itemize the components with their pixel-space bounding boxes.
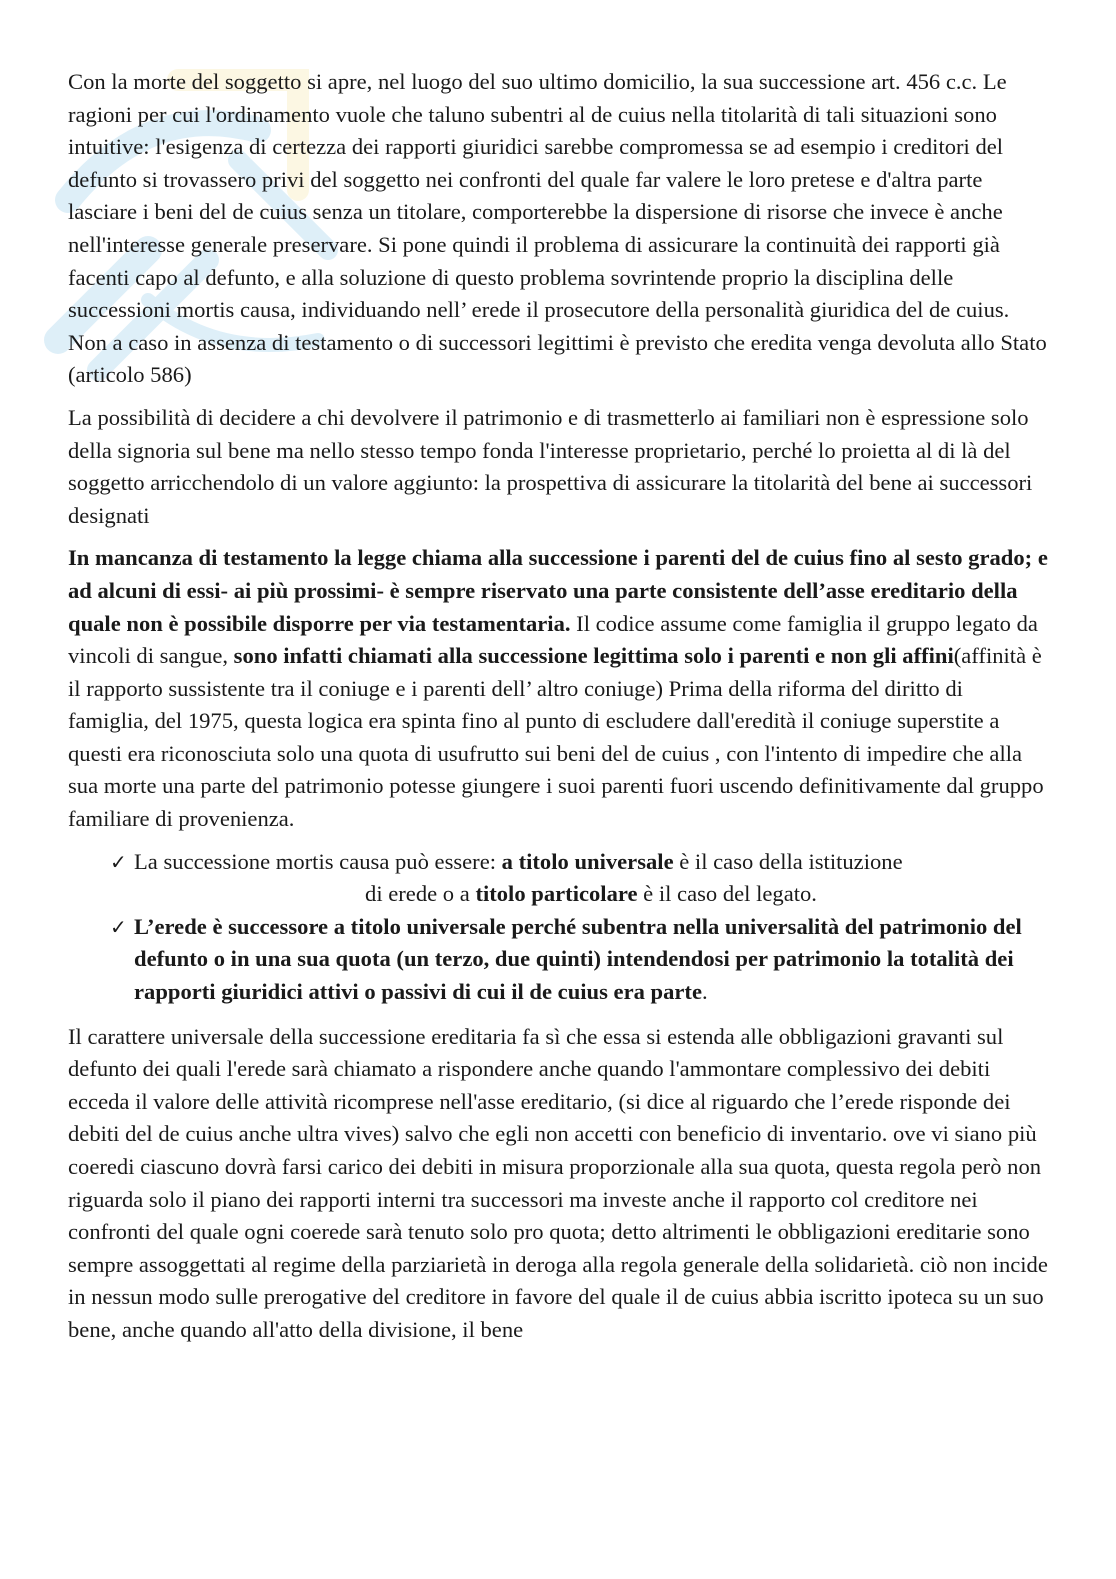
- checkmark-icon: ✓: [110, 914, 127, 939]
- text-run: Con la morte del soggetto si apre, nel luogo del suo ultimo domicilio, la sua successione art. 456 c.c. Le ragioni per cui l'ordinamento vuole che taluno subentri al de cuius nella titolarità di tali situazioni sono intuitive: l'esigenza di certezza dei rapporti giuridici sarebbe compromessa se ad esempio i creditori del defunto si trovassero privi del soggetto nei confronti del quale far valere le loro pretese e d'altra parte lasciare i beni del de cuius senza un titolare, comporterebbe la dispersione di risorse che invece è anche nell'interesse generale preservare. Si pone quindi il problema di assicurare la continuità dei rapporti già facenti capo al defunto, e alla soluzione di questo problema sovrintende proprio la disciplina delle successioni mortis causa, individuando nell’ erede il prosecutore della personalità giuridica del de cuius. Non a caso in assenza di testamento o di successori legittimi è previsto che eredita venga devoluta allo Stato (articolo 586): [68, 69, 1047, 388]
- text-run: Il carattere universale della successione ereditaria fa sì che essa si estenda alle obbligazioni gravanti sul defunto dei quali l'erede sarà chiamato a rispondere anche quando l'ammontare complessivo dei debiti ecceda il valore delle attività ricomprese nell'asse ereditario, (si dice al riguardo che l’erede risponde dei debiti del de cuius anche ultra vives) salvo che egli non accetti con beneficio di inventario. ove vi siano più coeredi ciascuno dovrà farsi carico dei debiti in misura proporzionale alla sua quota, questa regola però non riguarda solo il piano dei rapporti interni tra successori ma investe anche il rapporto col creditore nei confronti del quale ogni coerede sarà tenuto solo pro quota; detto altrimenti le obbligazioni ereditarie sono sempre assoggettati al regime della parziarietà in deroga alla regola generale della solidarietà. ciò non incide in nessun modo sulle prerogative del creditore in favore del quale il de cuius abbia iscritto ipoteca su un suo bene, anche quando all'atto della divisione, il bene: [68, 1023, 1048, 1342]
- text-run: di erede o a: [365, 881, 476, 907]
- bold-text-run: sono infatti chiamati alla successione legittima solo i parenti e non gli affini: [233, 643, 954, 669]
- document-body: [68, 66, 1048, 1357]
- bold-text-run: titolo particolare: [475, 881, 638, 907]
- paragraph-1: [68, 66, 1048, 392]
- checklist-item: [68, 911, 1048, 1009]
- checkmark-icon: ✓: [110, 849, 127, 874]
- bold-text-run: In mancanza di testamento la legge chiama alla successione i parenti del de cuius fino al sesto grado; e ad alcuni di essi- ai più prossimi- è sempre riservato una parte consistente dell’asse ereditario della quale non è possibile disporre per via testamentaria.: [68, 545, 1048, 636]
- text-run: La successione mortis causa può essere:: [134, 848, 502, 874]
- text-run: è il caso del legato.: [637, 881, 817, 907]
- text-run: .: [702, 979, 708, 1005]
- text-run: è il caso della istituzione: [673, 848, 903, 874]
- checklist-item-continuation: [134, 878, 1048, 911]
- checklist-item-text: [134, 849, 903, 874]
- paragraph-4: [68, 1021, 1048, 1347]
- checklist-item-text: [134, 914, 1022, 1004]
- text-run: Il codice assume come famiglia il gruppo legato da vincoli di sangue,: [68, 610, 1038, 669]
- text-run: La possibilità di decidere a chi devolvere il patrimonio e di trasmetterlo ai familiari non è espressione solo della signoria sul bene ma nello stesso tempo fonda l'interesse proprietario, perché lo proietta al di là del soggetto arricchendolo di un valore aggiunto: la prospettiva di assicurare la titolarità del bene ai successori designati: [68, 404, 1033, 528]
- checklist-item: [68, 846, 1048, 911]
- paragraph-2: [68, 402, 1048, 532]
- text-run: (affinità è il rapporto sussistente tra il coniuge e i parenti dell’ altro coniuge) Prima della riforma del diritto di famiglia, del 1975, questa logica era spinta fino al punto di escludere dall'eredità il coniuge superstite a questi era riconosciuta solo una quota di usufrutto sui beni del de cuius , con l'intento di impedire che alla sua morte una parte del patrimonio potesse giungere i suoi parenti fuori uscendo definitivamente dal gruppo familiare di provenienza.: [68, 643, 1044, 832]
- bold-text-run: L’erede è successore a titolo universale perché subentra nella universalità del patrimonio del defunto o in una sua quota (un terzo, due quinti) intendendosi per patrimonio la totalità dei rapporti giuridici attivi o passivi di cui il de cuius era parte: [134, 913, 1022, 1005]
- bold-text-run: a titolo universale: [501, 848, 674, 874]
- checklist: [68, 846, 1048, 1009]
- paragraph-3: [68, 542, 1048, 835]
